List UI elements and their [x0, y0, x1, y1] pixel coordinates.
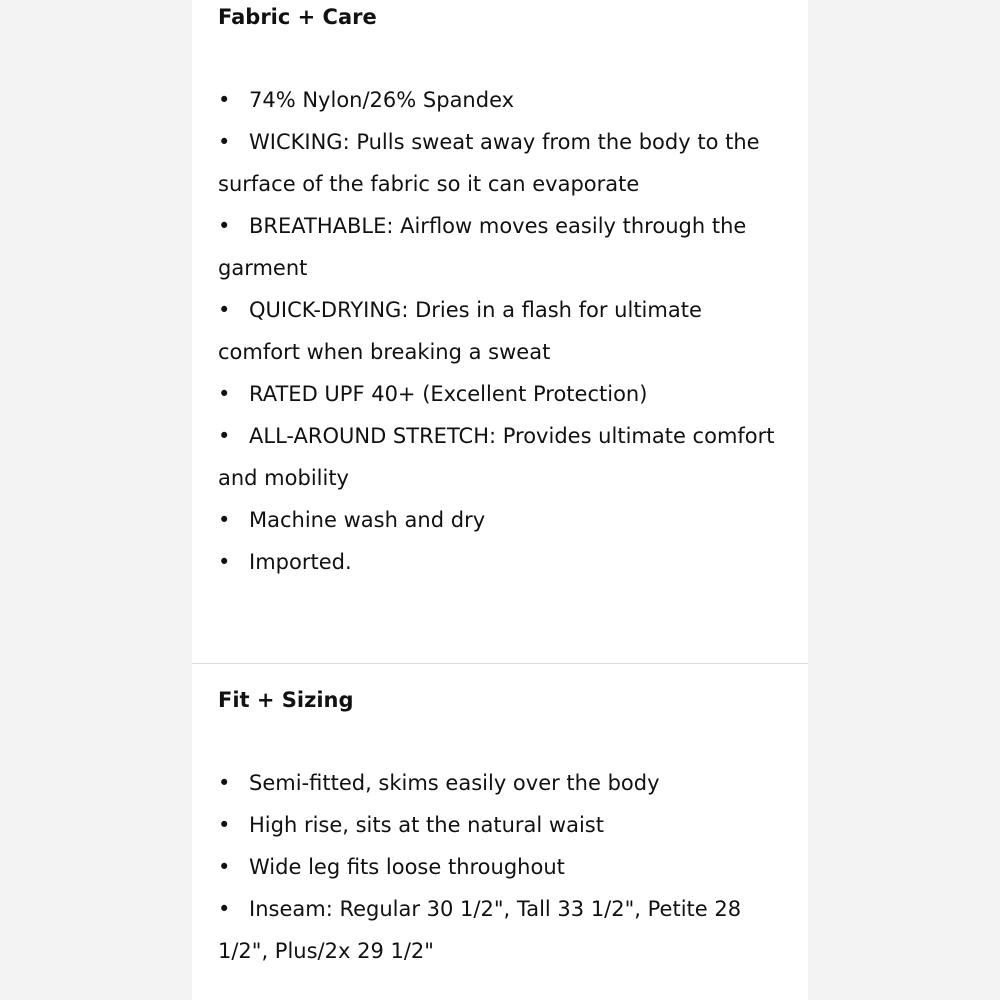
- bullet: •: [218, 771, 231, 795]
- fit-sizing-heading: Fit + Sizing: [218, 688, 354, 712]
- list-item-text: QUICK-DRYING: Dries in a flash for ultimate comfort when breaking a sweat: [218, 298, 702, 364]
- list-item: [218, 499, 788, 541]
- list-item-text: Wide leg fits loose throughout: [249, 855, 565, 879]
- list-item: [218, 541, 788, 583]
- list-item-text: BREATHABLE: Airflow moves easily through the garment: [218, 214, 747, 280]
- bullet: •: [218, 214, 231, 238]
- list-item: [218, 205, 788, 289]
- bullet: •: [218, 508, 231, 532]
- fit-sizing-list: [218, 762, 788, 972]
- list-item-text: WICKING: Pulls sweat away from the body to the surface of the fabric so it can evaporate: [218, 130, 760, 196]
- list-item: [218, 79, 788, 121]
- list-item-text: Machine wash and dry: [249, 508, 486, 532]
- list-item: [218, 289, 788, 373]
- bullet: •: [218, 813, 231, 837]
- bullet: •: [218, 550, 231, 574]
- list-item: [218, 846, 788, 888]
- bullet: •: [218, 382, 231, 406]
- list-item-text: Inseam: Regular 30 1/2", Tall 33 1/2", Petite 28 1/2", Plus/2x 29 1/2": [218, 897, 742, 963]
- bullet: •: [218, 897, 231, 921]
- list-item-text: ALL-AROUND STRETCH: Provides ultimate comfort and mobility: [218, 424, 775, 490]
- page-background-right: [808, 0, 1000, 1000]
- list-item-text: Imported.: [249, 550, 352, 574]
- fabric-care-list: [218, 79, 788, 583]
- list-item: [218, 121, 788, 205]
- bullet: •: [218, 298, 231, 322]
- list-item-text: RATED UPF 40+ (Excellent Protection): [249, 382, 648, 406]
- list-item-text: 74% Nylon/26% Spandex: [249, 88, 515, 112]
- list-item: [218, 888, 788, 972]
- bullet: •: [218, 88, 231, 112]
- list-item: [218, 415, 788, 499]
- list-item: [218, 804, 788, 846]
- page-background-left: [0, 0, 192, 1000]
- bullet: •: [218, 424, 231, 448]
- bullet: •: [218, 855, 231, 879]
- list-item-text: Semi-fitted, skims easily over the body: [249, 771, 660, 795]
- bullet: •: [218, 130, 231, 154]
- list-item: [218, 762, 788, 804]
- fabric-care-heading: Fabric + Care: [218, 5, 377, 29]
- list-item-text: High rise, sits at the natural waist: [249, 813, 604, 837]
- section-divider: [192, 663, 808, 664]
- list-item: [218, 373, 788, 415]
- product-details-panel: [192, 0, 808, 1000]
